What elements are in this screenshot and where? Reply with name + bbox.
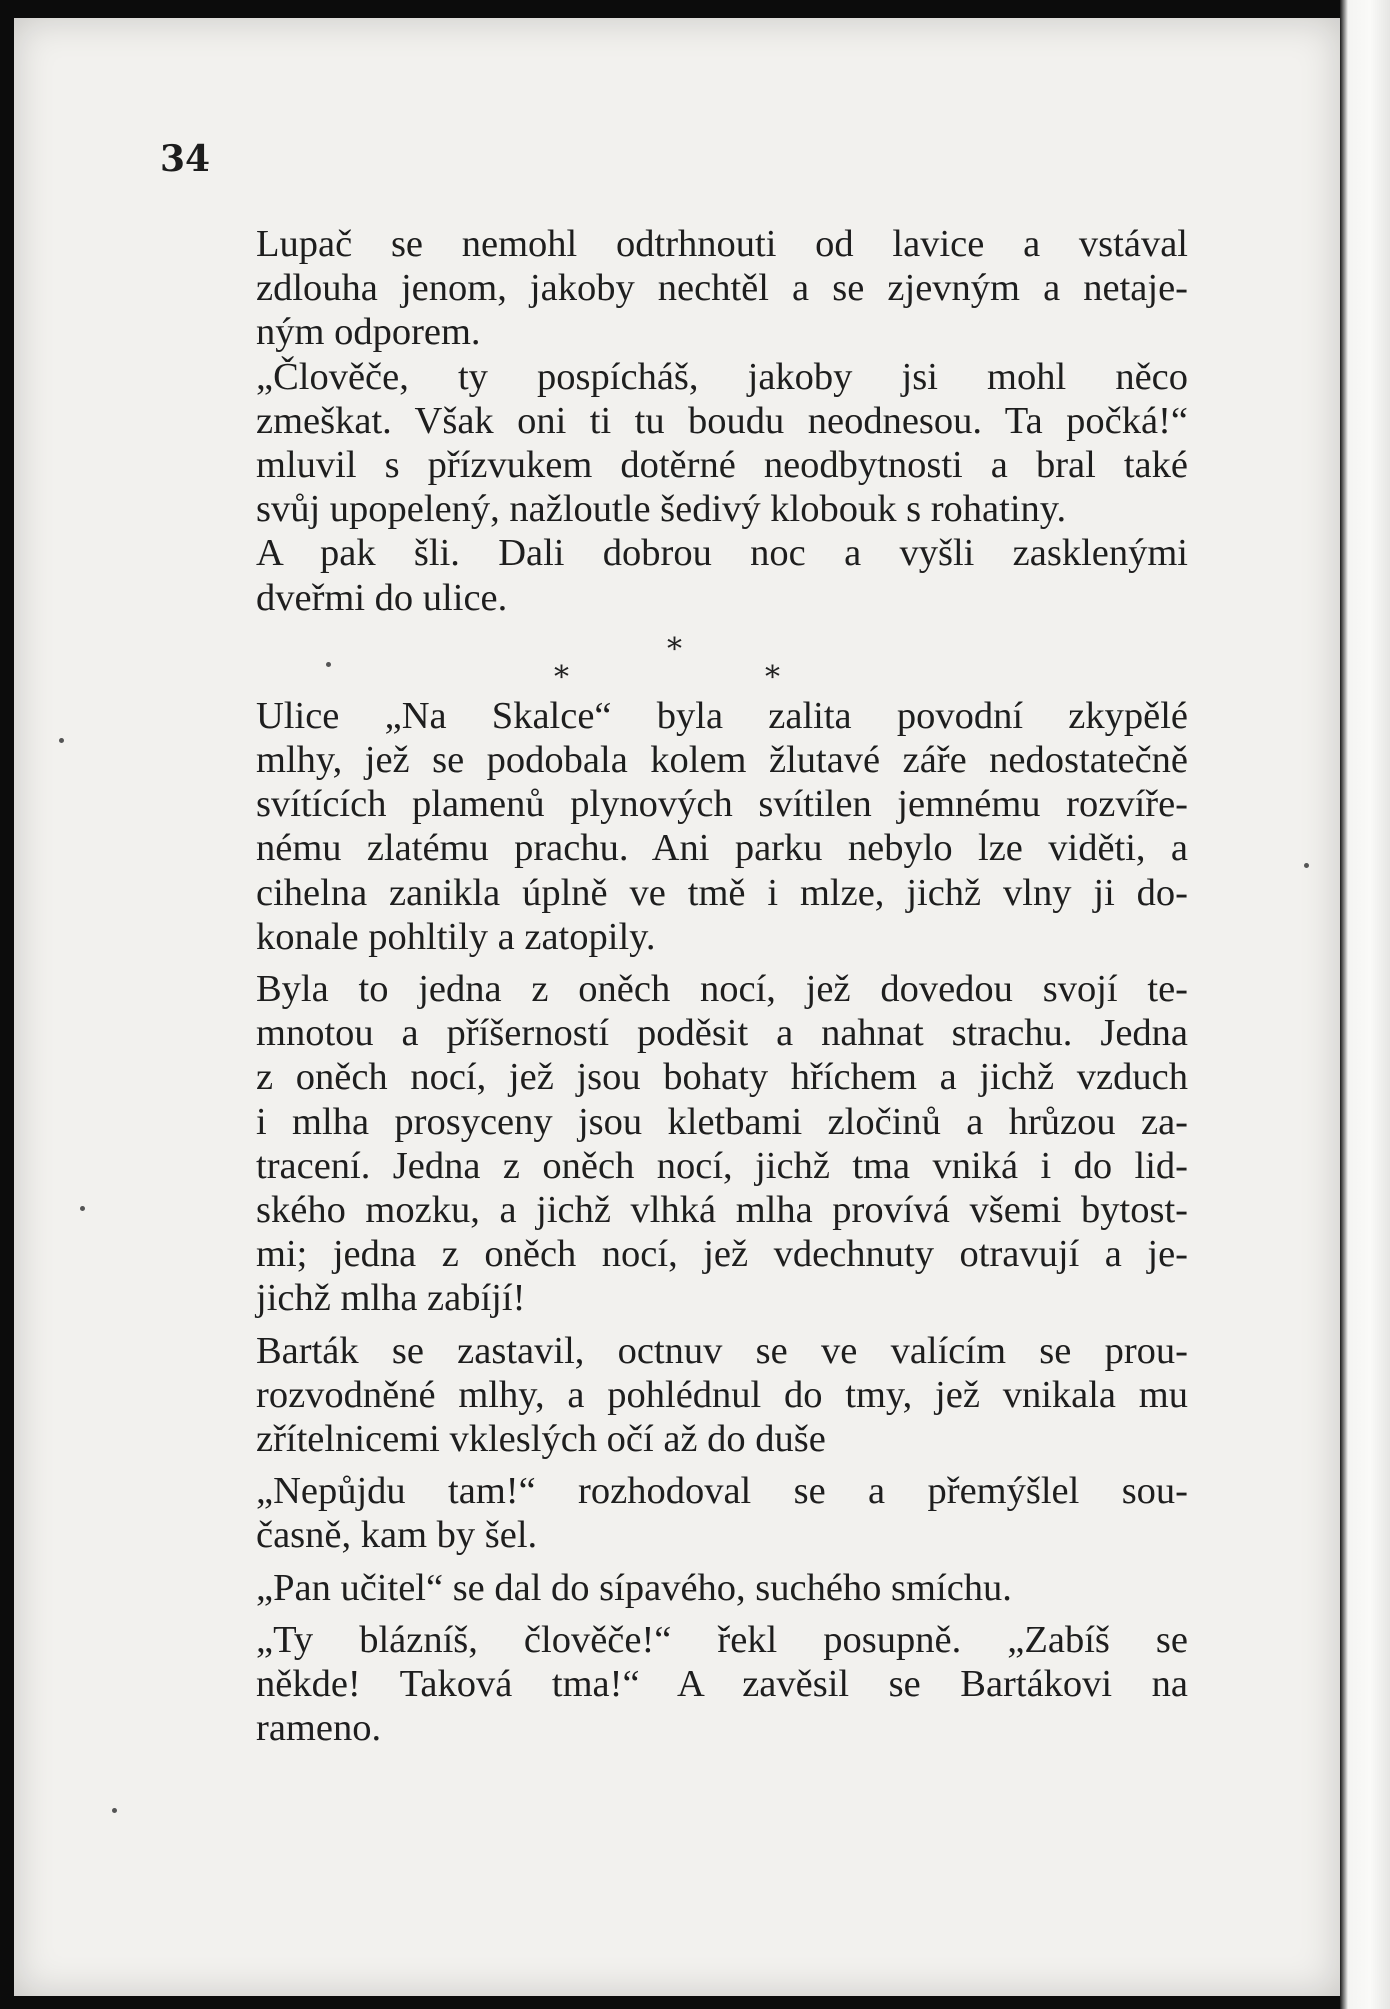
text-line: mluvil s přízvukem dotěrné neodbytnosti a bral také: [256, 444, 1188, 487]
text-line: zřítelnicemi vkleslých očí až do duše: [256, 1418, 826, 1461]
body-text: [170, 222, 1188, 1751]
text-line: rameno.: [256, 1707, 382, 1750]
text-line: časně, kam by šel.: [256, 1514, 538, 1557]
text-line: ným odporem.: [256, 311, 481, 354]
paper-speck: [80, 1206, 85, 1211]
text-line: i mlha prosyceny jsou kletbami zločinů a hrůzou za-: [256, 1100, 1188, 1143]
text-line: zdlouha jenom, jakoby nechtěl a se zjevným a netaje-: [256, 267, 1188, 310]
paragraph-p6: [170, 1329, 1188, 1462]
paragraph-p1: [170, 222, 1188, 355]
text-line: svůj upopelený, nažloutle šedivý klobouk s rohatiny.: [256, 488, 1067, 531]
text-line: „Ty blázníš, člověče!“ řekl posupně. „Zabíš se: [256, 1618, 1188, 1661]
text-line: Barták se zastavil, octnuv se ve valícím se prou-: [256, 1329, 1188, 1372]
paragraphs-after-break: [170, 694, 1188, 1751]
asterisk-ornament: *: [667, 631, 682, 667]
text-line: rozvodněné mlhy, a pohlédnul do tmy, jež vnikala mu: [256, 1373, 1188, 1416]
text-line: tracení. Jedna z oněch nocí, jichž tma vniká i do lid-: [256, 1144, 1188, 1187]
paper-speck: [1304, 863, 1309, 868]
text-line: Ulice „Na Skalce“ byla zalita povodní zkypělé: [256, 694, 1188, 737]
text-line: mi; jedna z oněch nocí, jež vdechnuty otravují a je-: [256, 1233, 1188, 1276]
text-line: někde! Taková tma!“ A zavěsil se Bartákovi na: [256, 1663, 1188, 1706]
book-spine-edge: [1340, 0, 1390, 2009]
paragraph-p4: [170, 694, 1188, 959]
text-line: svítících plamenů plynových svítilen jemnému rozvíře-: [256, 783, 1188, 826]
text-line: konale pohltily a zatopily.: [256, 915, 656, 958]
text-line: A pak šli. Dali dobrou noc a vyšli zasklenými: [256, 532, 1188, 575]
text-line: z oněch nocí, jež jsou bohaty hříchem a jichž vzduch: [256, 1056, 1188, 1099]
paper-speck: [112, 1808, 117, 1813]
text-line: „Nepůjdu tam!“ rozhodoval se a přemýšlel sou-: [256, 1470, 1188, 1513]
asterisk-ornament: *: [765, 659, 780, 695]
text-line: Byla to jedna z oněch nocí, jež dovedou svojí te-: [256, 968, 1188, 1011]
text-line: „Člověče, ty pospícháš, jakoby jsi mohl něco: [256, 355, 1188, 398]
paragraph-p2: [170, 355, 1188, 532]
paragraph-p3: [170, 531, 1188, 619]
text-line: cihelna zanikla úplně ve tmě i mlze, jichž vlny ji do-: [256, 871, 1188, 914]
text-line: „Pan učitel“ se dal do sípavého, suchého smíchu.: [256, 1566, 1012, 1609]
text-line: jichž mlha zabíjí!: [256, 1277, 526, 1320]
text-line: nému zlatému prachu. Ani parku nebylo lze viděti, a: [256, 827, 1188, 870]
paragraph-p7: [170, 1469, 1188, 1557]
paragraph-p9: [170, 1618, 1188, 1751]
text-line: zmeškat. Však oni ti tu boudu neodnesou. Ta počká!“: [256, 399, 1188, 442]
paragraph-p8: [170, 1566, 1188, 1610]
text-line: ského mozku, a jichž vlhká mlha provívá všemi bytost-: [256, 1189, 1188, 1232]
page-number: 34: [160, 138, 211, 180]
text-line: mlhy, jež se podobala kolem žlutavé záře nedostatečně: [256, 739, 1188, 782]
text-line: Lupač se nemohl odtrhnouti od lavice a vstával: [256, 223, 1188, 265]
paragraph-p5: [170, 967, 1188, 1321]
text-line: dveřmi do ulice.: [256, 576, 508, 619]
paper-speck: [59, 738, 64, 743]
section-break: [170, 620, 1188, 694]
asterisk-ornament: *: [554, 659, 569, 695]
text-line: mnotou a příšerností poděsit a nahnat strachu. Jedna: [256, 1012, 1188, 1055]
paragraphs-before-break: [170, 222, 1188, 620]
